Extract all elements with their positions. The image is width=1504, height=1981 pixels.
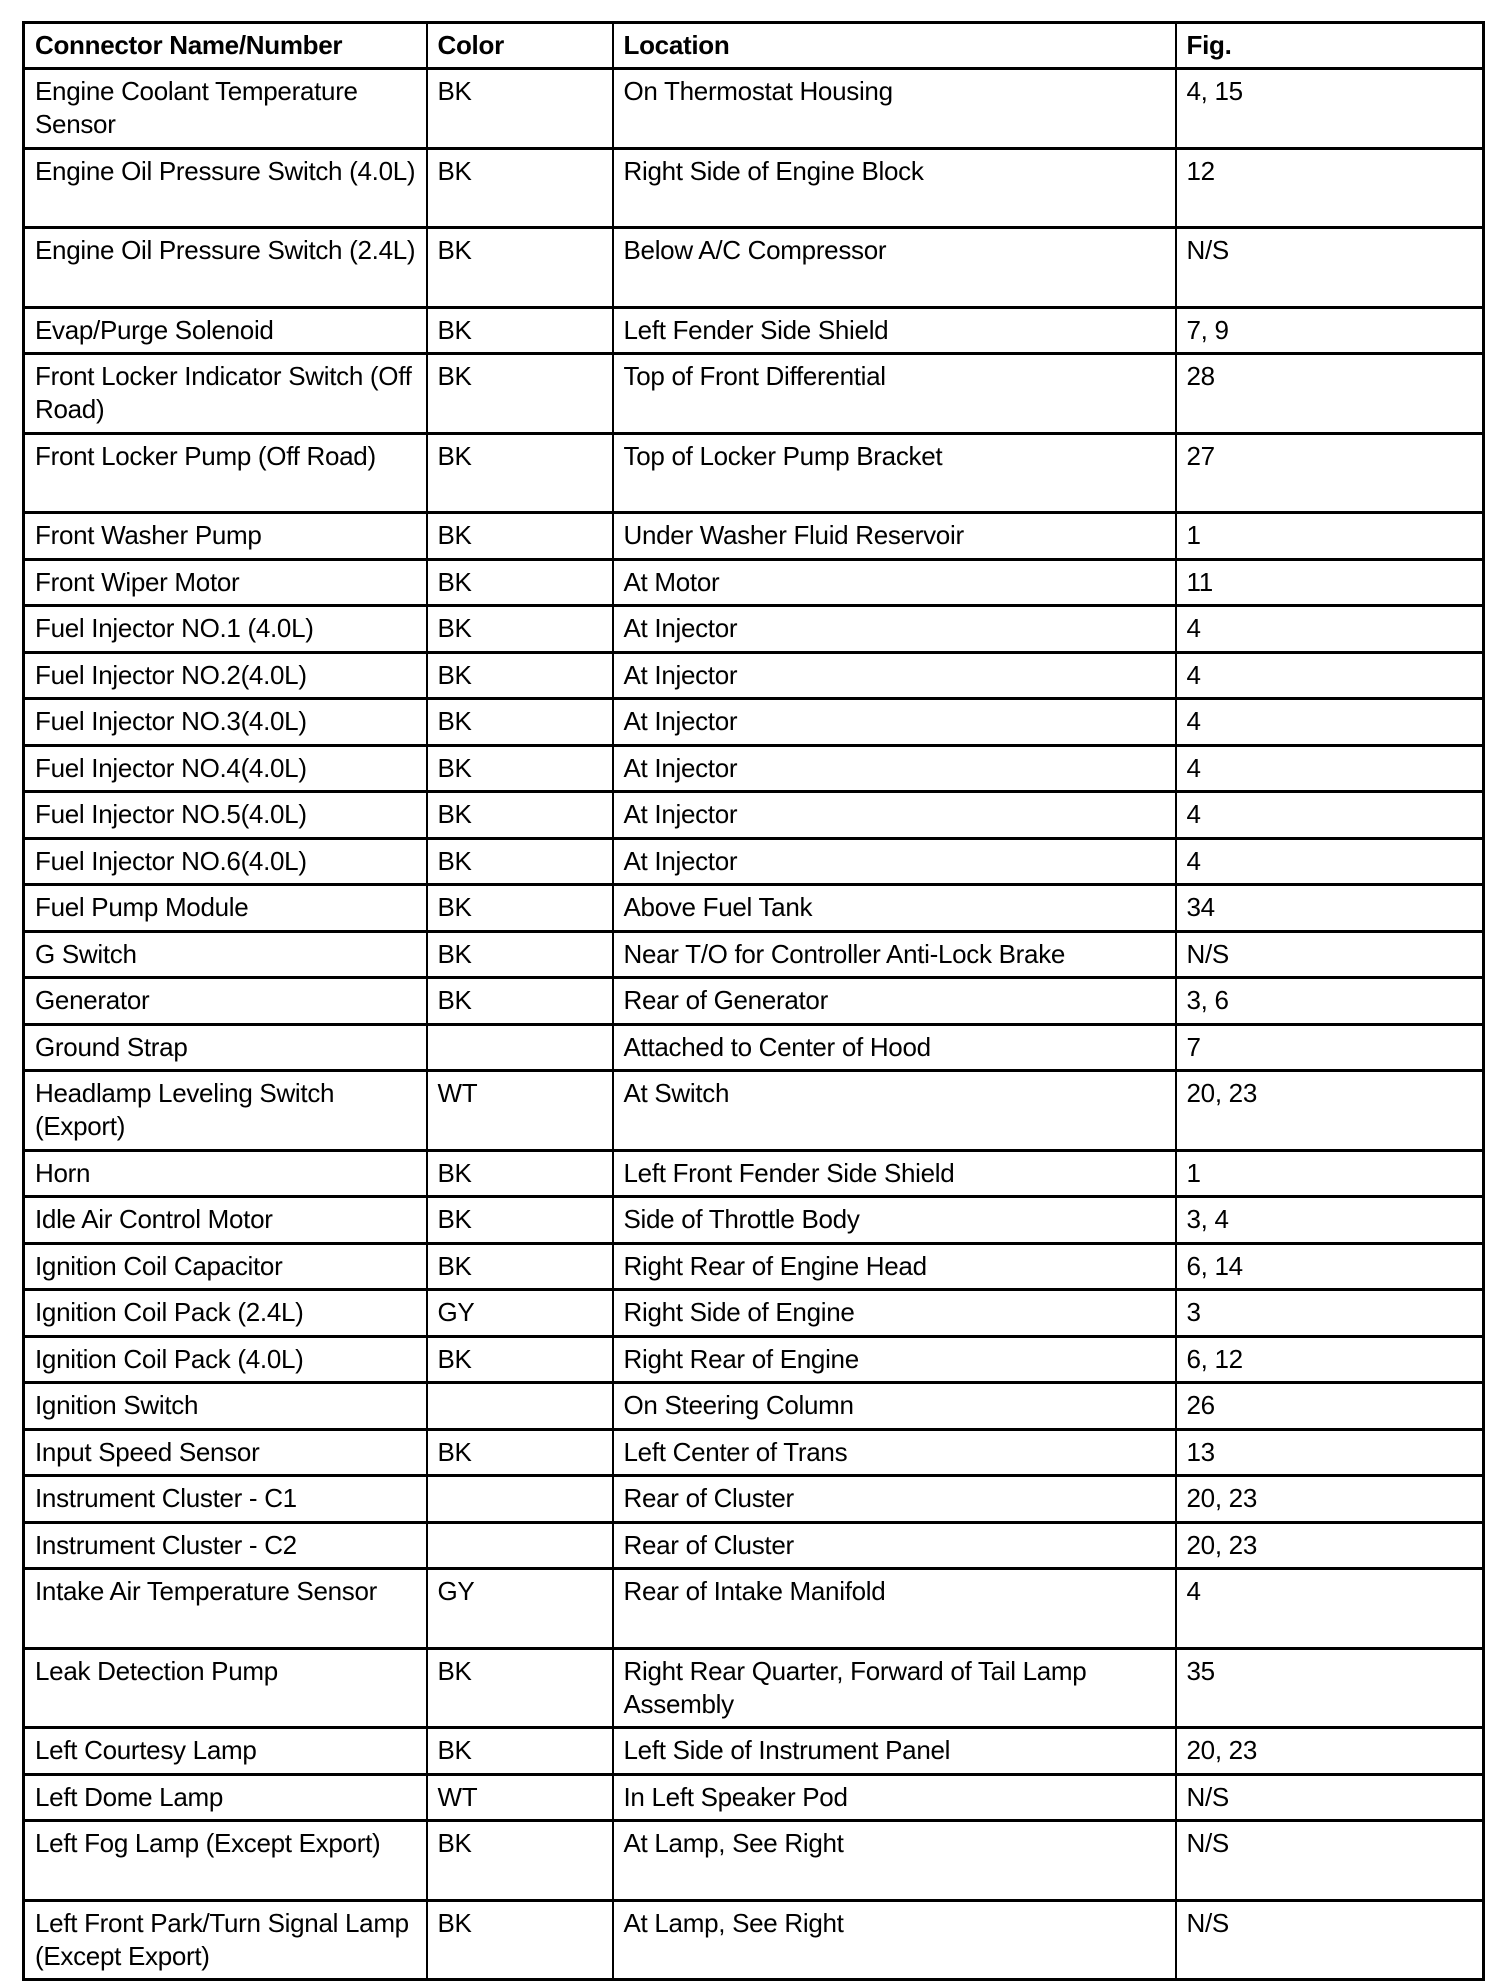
color-cell: BK (427, 652, 613, 699)
fig-cell: 20, 23 (1176, 1522, 1484, 1569)
color-cell: WT (427, 1774, 613, 1821)
color-cell: BK (427, 699, 613, 746)
fig-cell: 20, 23 (1176, 1728, 1484, 1775)
color-cell: BK (427, 885, 613, 932)
connector-name-cell: Leak Detection Pump (24, 1648, 427, 1728)
fig-cell: 20, 23 (1176, 1071, 1484, 1151)
location-cell: Left Center of Trans (613, 1429, 1176, 1476)
location-cell: Top of Front Differential (613, 354, 1176, 434)
table-row (24, 792, 1484, 839)
color-cell (427, 1383, 613, 1430)
fig-cell: 7 (1176, 1024, 1484, 1071)
connector-name-cell: Front Washer Pump (24, 513, 427, 560)
location-cell: Right Rear of Engine (613, 1336, 1176, 1383)
table-row (24, 931, 1484, 978)
connector-table (22, 21, 1485, 1981)
connector-name-cell: Engine Oil Pressure Switch (2.4L) (24, 228, 427, 308)
fig-cell: 27 (1176, 433, 1484, 513)
connector-name-cell: Left Front Park/Turn Signal Lamp (Except Export) (24, 1900, 427, 1980)
table-row (24, 1774, 1484, 1821)
table-row (24, 1648, 1484, 1728)
fig-cell: 3, 4 (1176, 1197, 1484, 1244)
connector-name-cell: Generator (24, 978, 427, 1025)
table-row (24, 1383, 1484, 1430)
fig-cell: 4 (1176, 745, 1484, 792)
table-row (24, 885, 1484, 932)
location-cell: Attached to Center of Hood (613, 1024, 1176, 1071)
table-row (24, 433, 1484, 513)
table-row (24, 1728, 1484, 1775)
color-cell: BK (427, 838, 613, 885)
location-cell: Near T/O for Controller Anti-Lock Brake (613, 931, 1176, 978)
color-cell: GY (427, 1569, 613, 1649)
location-cell: Right Side of Engine (613, 1290, 1176, 1337)
table-row (24, 513, 1484, 560)
color-cell: BK (427, 513, 613, 560)
connector-name-cell: Fuel Injector NO.3(4.0L) (24, 699, 427, 746)
table-row (24, 606, 1484, 653)
location-cell: At Injector (613, 652, 1176, 699)
fig-cell: 13 (1176, 1429, 1484, 1476)
header-location: Location (613, 23, 1176, 69)
connector-name-cell: Horn (24, 1150, 427, 1197)
color-cell: BK (427, 978, 613, 1025)
color-cell: BK (427, 1243, 613, 1290)
connector-name-cell: Front Locker Indicator Switch (Off Road) (24, 354, 427, 434)
color-cell: BK (427, 228, 613, 308)
connector-name-cell: Ignition Coil Capacitor (24, 1243, 427, 1290)
fig-cell: 4, 15 (1176, 69, 1484, 149)
table-row (24, 1071, 1484, 1151)
header-color: Color (427, 23, 613, 69)
location-cell: Under Washer Fluid Reservoir (613, 513, 1176, 560)
connector-name-cell: Front Wiper Motor (24, 559, 427, 606)
location-cell: At Injector (613, 792, 1176, 839)
fig-cell: 6, 12 (1176, 1336, 1484, 1383)
fig-cell: 1 (1176, 513, 1484, 560)
color-cell: BK (427, 354, 613, 434)
location-cell: At Lamp, See Right (613, 1821, 1176, 1901)
connector-name-cell: Ignition Coil Pack (2.4L) (24, 1290, 427, 1337)
color-cell: BK (427, 606, 613, 653)
header-fig: Fig. (1176, 23, 1484, 69)
location-cell: At Motor (613, 559, 1176, 606)
color-cell: BK (427, 433, 613, 513)
fig-cell: 1 (1176, 1150, 1484, 1197)
location-cell: Rear of Cluster (613, 1522, 1176, 1569)
color-cell: BK (427, 792, 613, 839)
location-cell: Right Rear Quarter, Forward of Tail Lamp Assembly (613, 1648, 1176, 1728)
fig-cell: N/S (1176, 228, 1484, 308)
table-row (24, 1243, 1484, 1290)
connector-name-cell: Fuel Injector NO.5(4.0L) (24, 792, 427, 839)
table-row (24, 1429, 1484, 1476)
location-cell: Above Fuel Tank (613, 885, 1176, 932)
fig-cell: N/S (1176, 1774, 1484, 1821)
color-cell (427, 1522, 613, 1569)
location-cell: At Lamp, See Right (613, 1900, 1176, 1980)
location-cell: In Left Speaker Pod (613, 1774, 1176, 1821)
connector-name-cell: Headlamp Leveling Switch (Export) (24, 1071, 427, 1151)
fig-cell: N/S (1176, 1900, 1484, 1980)
color-cell: BK (427, 1197, 613, 1244)
fig-cell: 4 (1176, 838, 1484, 885)
location-cell: Left Front Fender Side Shield (613, 1150, 1176, 1197)
location-cell: At Injector (613, 745, 1176, 792)
connector-name-cell: Fuel Pump Module (24, 885, 427, 932)
connector-name-cell: Ignition Switch (24, 1383, 427, 1430)
table-row (24, 1900, 1484, 1980)
table-row (24, 1150, 1484, 1197)
location-cell: Side of Throttle Body (613, 1197, 1176, 1244)
color-cell: BK (427, 931, 613, 978)
connector-name-cell: Fuel Injector NO.1 (4.0L) (24, 606, 427, 653)
table-row (24, 978, 1484, 1025)
color-cell (427, 1476, 613, 1523)
fig-cell: 12 (1176, 148, 1484, 228)
connector-name-cell: Fuel Injector NO.6(4.0L) (24, 838, 427, 885)
fig-cell: N/S (1176, 1821, 1484, 1901)
color-cell: BK (427, 1728, 613, 1775)
table-row (24, 745, 1484, 792)
location-cell: Left Side of Instrument Panel (613, 1728, 1176, 1775)
color-cell: BK (427, 1150, 613, 1197)
table-row (24, 148, 1484, 228)
table-row (24, 699, 1484, 746)
table-header-row (24, 23, 1484, 69)
table-row (24, 1476, 1484, 1523)
fig-cell: 4 (1176, 1569, 1484, 1649)
color-cell: BK (427, 559, 613, 606)
connector-name-cell: Intake Air Temperature Sensor (24, 1569, 427, 1649)
color-cell: BK (427, 1648, 613, 1728)
header-connector-name: Connector Name/Number (24, 23, 427, 69)
fig-cell: 4 (1176, 792, 1484, 839)
fig-cell: 11 (1176, 559, 1484, 606)
location-cell: Right Side of Engine Block (613, 148, 1176, 228)
fig-cell: 26 (1176, 1383, 1484, 1430)
fig-cell: 20, 23 (1176, 1476, 1484, 1523)
connector-name-cell: Input Speed Sensor (24, 1429, 427, 1476)
table-row (24, 652, 1484, 699)
table-row (24, 559, 1484, 606)
color-cell: GY (427, 1290, 613, 1337)
connector-name-cell: Evap/Purge Solenoid (24, 307, 427, 354)
connector-name-cell: Idle Air Control Motor (24, 1197, 427, 1244)
fig-cell: N/S (1176, 931, 1484, 978)
color-cell (427, 1024, 613, 1071)
color-cell: BK (427, 1821, 613, 1901)
connector-name-cell: Front Locker Pump (Off Road) (24, 433, 427, 513)
location-cell: At Injector (613, 606, 1176, 653)
color-cell: BK (427, 1429, 613, 1476)
connector-name-cell: Engine Coolant Temperature Sensor (24, 69, 427, 149)
fig-cell: 35 (1176, 1648, 1484, 1728)
location-cell: At Injector (613, 699, 1176, 746)
connector-name-cell: Ignition Coil Pack (4.0L) (24, 1336, 427, 1383)
color-cell: BK (427, 307, 613, 354)
table-row (24, 228, 1484, 308)
table-row (24, 1290, 1484, 1337)
location-cell: Rear of Generator (613, 978, 1176, 1025)
connector-name-cell: Left Fog Lamp (Except Export) (24, 1821, 427, 1901)
color-cell: BK (427, 1336, 613, 1383)
table-row (24, 1522, 1484, 1569)
fig-cell: 4 (1176, 606, 1484, 653)
color-cell: WT (427, 1071, 613, 1151)
color-cell: BK (427, 1900, 613, 1980)
table-row (24, 307, 1484, 354)
table-row (24, 1821, 1484, 1901)
fig-cell: 28 (1176, 354, 1484, 434)
connector-name-cell: Fuel Injector NO.4(4.0L) (24, 745, 427, 792)
fig-cell: 3, 6 (1176, 978, 1484, 1025)
fig-cell: 6, 14 (1176, 1243, 1484, 1290)
connector-name-cell: Fuel Injector NO.2(4.0L) (24, 652, 427, 699)
location-cell: Right Rear of Engine Head (613, 1243, 1176, 1290)
fig-cell: 4 (1176, 652, 1484, 699)
table-row (24, 1336, 1484, 1383)
location-cell: Rear of Intake Manifold (613, 1569, 1176, 1649)
location-cell: Below A/C Compressor (613, 228, 1176, 308)
location-cell: On Steering Column (613, 1383, 1176, 1430)
location-cell: At Injector (613, 838, 1176, 885)
table-row (24, 1197, 1484, 1244)
location-cell: Left Fender Side Shield (613, 307, 1176, 354)
table-row (24, 354, 1484, 434)
fig-cell: 34 (1176, 885, 1484, 932)
color-cell: BK (427, 745, 613, 792)
color-cell: BK (427, 69, 613, 149)
fig-cell: 7, 9 (1176, 307, 1484, 354)
connector-name-cell: Engine Oil Pressure Switch (4.0L) (24, 148, 427, 228)
table-row (24, 1024, 1484, 1071)
table-row (24, 69, 1484, 149)
location-cell: Rear of Cluster (613, 1476, 1176, 1523)
connector-name-cell: Ground Strap (24, 1024, 427, 1071)
table-body (24, 69, 1484, 1980)
location-cell: Top of Locker Pump Bracket (613, 433, 1176, 513)
connector-name-cell: Instrument Cluster - C2 (24, 1522, 427, 1569)
fig-cell: 3 (1176, 1290, 1484, 1337)
fig-cell: 4 (1176, 699, 1484, 746)
connector-name-cell: G Switch (24, 931, 427, 978)
table-row (24, 838, 1484, 885)
connector-name-cell: Left Courtesy Lamp (24, 1728, 427, 1775)
location-cell: At Switch (613, 1071, 1176, 1151)
connector-name-cell: Left Dome Lamp (24, 1774, 427, 1821)
table-row (24, 1569, 1484, 1649)
connector-name-cell: Instrument Cluster - C1 (24, 1476, 427, 1523)
color-cell: BK (427, 148, 613, 228)
location-cell: On Thermostat Housing (613, 69, 1176, 149)
